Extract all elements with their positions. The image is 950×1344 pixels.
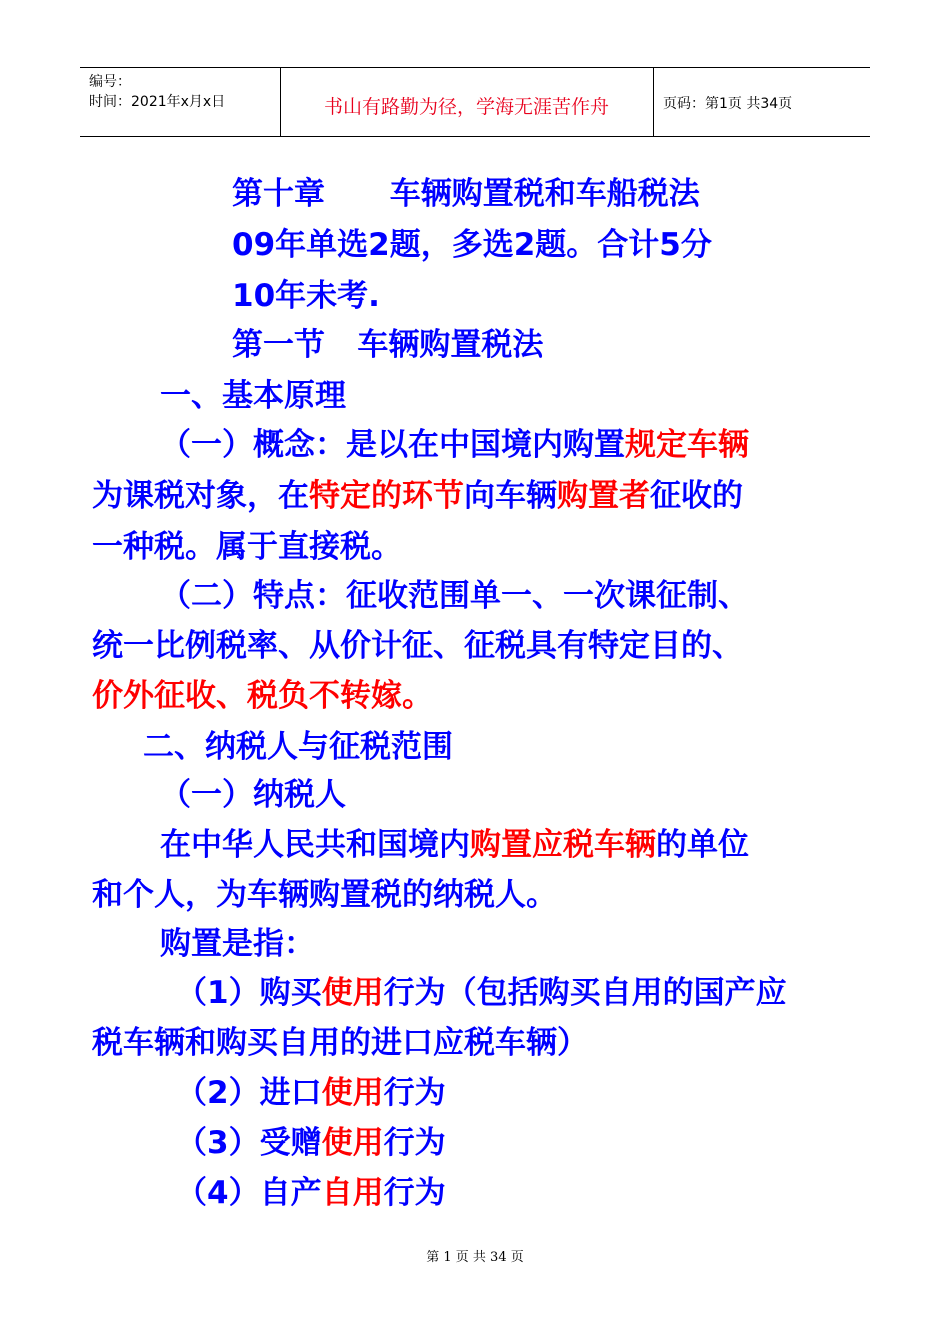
exam-info-line-1: 09年单选2题，多选2题。合计5分: [232, 227, 712, 263]
taxpayer-text: 的单位: [656, 827, 749, 863]
section-title: 第一节 车辆购置税法: [232, 327, 544, 363]
number-label: 编号：: [89, 74, 131, 90]
page-info: 页码：第1页 共34页: [663, 96, 793, 112]
header-page-cell: [654, 68, 870, 136]
item-3: [176, 1124, 446, 1162]
item-highlight: 使用: [321, 975, 384, 1011]
concept-line-1: [160, 426, 749, 464]
features-line-1: （二）特点：征收范围单一、一次课征制、: [160, 578, 749, 614]
item-1-line-1: [176, 974, 787, 1012]
item-text: （2）进口: [176, 1075, 322, 1111]
item-text: 行为: [383, 1125, 446, 1161]
heading-taxpayer: （一）纳税人: [160, 777, 346, 813]
concept-highlight: 特定的环节: [309, 478, 464, 514]
item-text: （4）自产: [176, 1175, 322, 1211]
exam-info-line-2: 10年未考.: [232, 278, 380, 314]
purchase-definition: 购置是指：: [160, 926, 315, 962]
page-footer: 第 1 页 共 34 页: [426, 1250, 524, 1265]
concept-line-3: 一种税。属于直接税。: [92, 529, 402, 565]
concept-text: 征收的: [650, 478, 743, 514]
item-2: [176, 1074, 446, 1112]
concept-line-2: [92, 477, 743, 515]
item-text: 行为（包括购买自用的国产应: [383, 975, 787, 1011]
taxpayer-text: 在中华人民共和国境内: [160, 827, 470, 863]
header-motto-cell: [280, 68, 654, 136]
item-highlight: 使用: [321, 1075, 384, 1111]
item-4: [176, 1174, 446, 1212]
chapter-title: 第十章 车辆购置税和车船税法: [232, 176, 700, 212]
motto: 书山有路勤为径，学海无涯苦作舟: [323, 96, 609, 118]
concept-text: 为课税对象，在: [92, 478, 309, 514]
item-1-line-2: 税车辆和购买自用的进口应税车辆）: [92, 1025, 588, 1061]
item-text: 行为: [383, 1175, 446, 1211]
item-text: （3）受赠: [176, 1125, 322, 1161]
page-header: [80, 67, 870, 137]
taxpayer-line-1: [160, 826, 749, 864]
item-text: （1）购买: [176, 975, 322, 1011]
taxpayer-line-2: 和个人，为车辆购置税的纳税人。: [92, 877, 557, 913]
header-meta-cell: [80, 68, 281, 136]
heading-basic-principles: 一、基本原理: [160, 378, 346, 414]
features-line-2: 统一比例税率、从价计征、征税具有特定目的、: [92, 628, 743, 664]
item-text: 行为: [383, 1075, 446, 1111]
taxpayer-highlight: 购置应税车辆: [470, 827, 656, 863]
time-label: 时间：2021年x月x日: [89, 94, 226, 110]
item-highlight: 自用: [321, 1175, 384, 1211]
heading-taxpayer-scope: 二、纳税人与征税范围: [143, 729, 453, 765]
concept-text: （一）概念：是以在中国境内购置: [160, 427, 625, 463]
item-highlight: 使用: [321, 1125, 384, 1161]
features-line-3: 价外征收、税负不转嫁。: [92, 678, 433, 714]
concept-highlight: 购置者: [557, 478, 650, 514]
concept-highlight: 规定车辆: [625, 427, 749, 463]
concept-text: 向车辆: [464, 478, 557, 514]
